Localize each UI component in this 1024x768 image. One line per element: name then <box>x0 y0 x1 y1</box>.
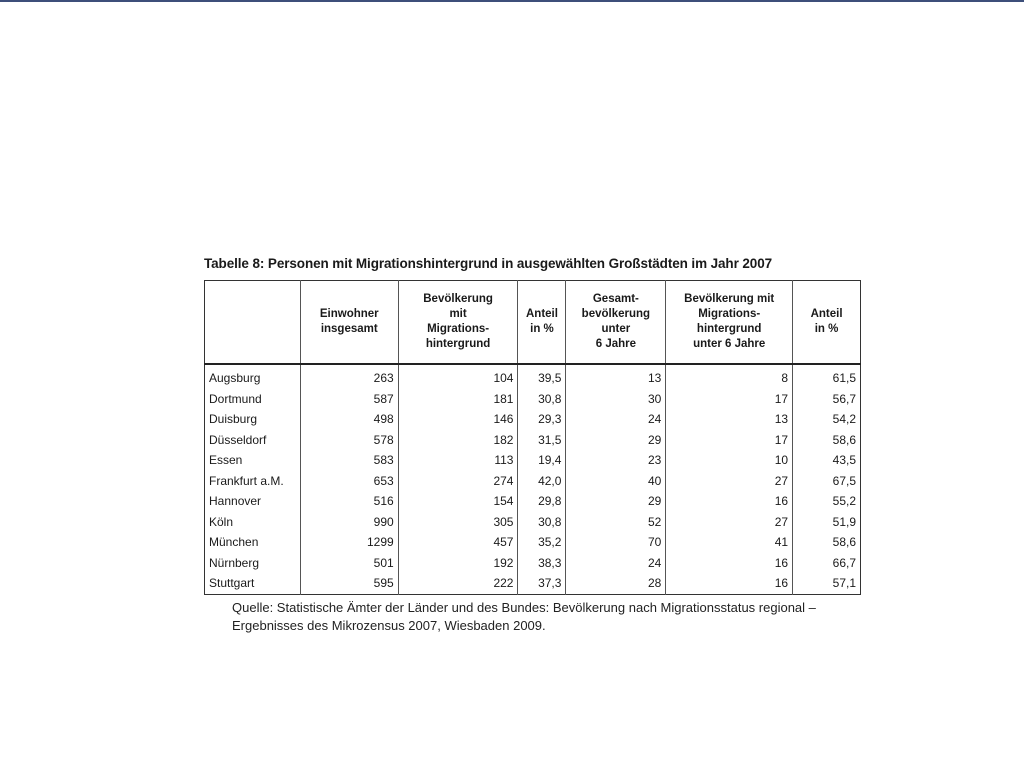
value-cell: 31,5 <box>518 430 566 451</box>
value-cell: 181 <box>398 389 518 410</box>
value-cell: 42,0 <box>518 471 566 492</box>
city-name-cell: München <box>209 535 259 550</box>
value-cell: 146 <box>398 409 518 430</box>
column-header: Einwohner insgesamt <box>300 281 398 365</box>
value-cell: 13 <box>666 409 793 430</box>
value-cell: 57,1 <box>793 573 861 594</box>
column-header: Bevölkerung mit Migrations- hintergrund <box>398 281 518 365</box>
value-cell: 38,3 <box>518 553 566 574</box>
value-cell: 16 <box>666 491 793 512</box>
table-row <box>205 532 861 553</box>
value-cell: 10 <box>666 450 793 471</box>
value-cell: 55,2 <box>793 491 861 512</box>
value-cell: 19,4 <box>518 450 566 471</box>
value-cell: 274 <box>398 471 518 492</box>
value-cell: 587 <box>300 389 398 410</box>
value-cell: 154 <box>398 491 518 512</box>
value-cell: 222 <box>398 573 518 594</box>
value-cell: 37,3 <box>518 573 566 594</box>
value-cell: 113 <box>398 450 518 471</box>
value-cell: 58,6 <box>793 532 861 553</box>
value-cell: 56,7 <box>793 389 861 410</box>
table-title: Tabelle 8: Personen mit Migrationshintergrund in ausgewählten Großstädten im Jahr 2007 <box>204 256 773 271</box>
value-cell: 457 <box>398 532 518 553</box>
value-cell: 516 <box>300 491 398 512</box>
value-cell: 17 <box>666 389 793 410</box>
value-cell: 182 <box>398 430 518 451</box>
value-cell: 13 <box>566 364 666 389</box>
table-row <box>205 553 861 574</box>
value-cell: 16 <box>666 553 793 574</box>
value-cell: 28 <box>566 573 666 594</box>
value-cell: 66,7 <box>793 553 861 574</box>
value-cell: 58,6 <box>793 430 861 451</box>
value-cell: 29 <box>566 491 666 512</box>
value-cell: 263 <box>300 364 398 389</box>
table-row <box>205 430 861 451</box>
column-header: Anteil in % <box>518 281 566 365</box>
table-row <box>205 364 861 389</box>
value-cell: 51,9 <box>793 512 861 533</box>
city-name-cell: Duisburg <box>209 412 258 427</box>
value-cell: 43,5 <box>793 450 861 471</box>
value-cell: 30,8 <box>518 389 566 410</box>
city-name-cell: Stuttgart <box>209 576 255 591</box>
value-cell: 305 <box>398 512 518 533</box>
value-cell: 35,2 <box>518 532 566 553</box>
value-cell: 24 <box>566 553 666 574</box>
table-row <box>205 450 861 471</box>
value-cell: 54,2 <box>793 409 861 430</box>
value-cell: 583 <box>300 450 398 471</box>
value-cell: 501 <box>300 553 398 574</box>
column-header: Anteil in % <box>793 281 861 365</box>
table-row <box>205 389 861 410</box>
column-header: Bevölkerung mit Migrations- hintergrund unter 6 Jahre <box>666 281 793 365</box>
value-cell: 104 <box>398 364 518 389</box>
source-note: Quelle: Statistische Ämter der Länder und des Bundes: Bevölkerung nach Migrationsstatus regional – Ergebnisses des Mikrozensus 2007, Wiesbaden 2009. <box>232 599 816 633</box>
value-cell: 70 <box>566 532 666 553</box>
value-cell: 990 <box>300 512 398 533</box>
table-row <box>205 409 861 430</box>
table-row <box>205 573 861 594</box>
table-row <box>205 491 861 512</box>
city-name-cell: Essen <box>209 453 243 468</box>
value-cell: 1299 <box>300 532 398 553</box>
migration-table <box>204 280 861 595</box>
city-name-cell: Hannover <box>209 494 262 509</box>
value-cell: 24 <box>566 409 666 430</box>
value-cell: 61,5 <box>793 364 861 389</box>
value-cell: 67,5 <box>793 471 861 492</box>
column-header <box>205 281 301 365</box>
value-cell: 17 <box>666 430 793 451</box>
value-cell: 29,3 <box>518 409 566 430</box>
value-cell: 41 <box>666 532 793 553</box>
value-cell: 8 <box>666 364 793 389</box>
value-cell: 578 <box>300 430 398 451</box>
value-cell: 192 <box>398 553 518 574</box>
value-cell: 29,8 <box>518 491 566 512</box>
city-name-cell: Düsseldorf <box>209 432 267 447</box>
value-cell: 653 <box>300 471 398 492</box>
value-cell: 40 <box>566 471 666 492</box>
value-cell: 595 <box>300 573 398 594</box>
value-cell: 27 <box>666 512 793 533</box>
city-name-cell: Dortmund <box>209 391 262 406</box>
value-cell: 498 <box>300 409 398 430</box>
table-row <box>205 471 861 492</box>
value-cell: 30 <box>566 389 666 410</box>
table-row <box>205 512 861 533</box>
value-cell: 29 <box>566 430 666 451</box>
city-name-cell: Köln <box>209 514 234 529</box>
top-accent-rule <box>0 0 1024 2</box>
value-cell: 30,8 <box>518 512 566 533</box>
table-header-row <box>205 281 861 365</box>
city-name-cell: Nürnberg <box>209 555 260 570</box>
value-cell: 27 <box>666 471 793 492</box>
value-cell: 23 <box>566 450 666 471</box>
city-name-cell: Augsburg <box>209 371 261 386</box>
document-page <box>204 256 864 635</box>
value-cell: 16 <box>666 573 793 594</box>
city-name-cell: Frankfurt a.M. <box>209 473 284 488</box>
column-header: Gesamt- bevölkerung unter 6 Jahre <box>566 281 666 365</box>
value-cell: 39,5 <box>518 364 566 389</box>
value-cell: 52 <box>566 512 666 533</box>
table-body <box>205 364 861 594</box>
